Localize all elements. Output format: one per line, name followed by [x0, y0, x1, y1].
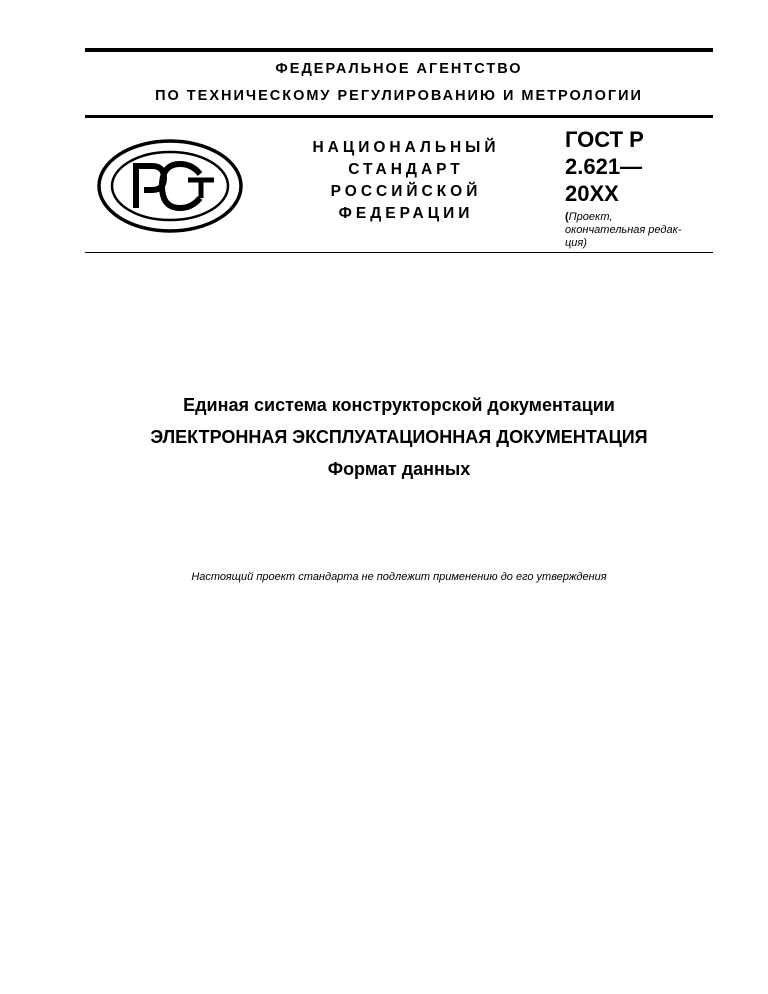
status-line-3: ция): [565, 237, 587, 249]
document-main-title: ЭЛЕКТРОННАЯ ЭКСПЛУАТАЦИОННАЯ ДОКУМЕНТАЦИЯ: [150, 427, 648, 447]
national-line-1: НАЦИОНАЛЬНЫЙ: [312, 139, 500, 156]
rst-certification-logo: [96, 138, 244, 234]
draft-disclaimer: Настоящий проект стандарта не подлежит применению до его утверждения: [191, 571, 607, 583]
header-bottom-rule: [85, 252, 713, 253]
national-line-2: СТАНДАРТ: [348, 161, 464, 178]
document-series-title: Единая система конструкторской документации: [183, 395, 615, 415]
header-rule: [85, 115, 713, 118]
national-line-4: ФЕДЕРАЦИИ: [338, 205, 474, 222]
draft-status: [565, 211, 715, 250]
designation-line-3: 20ХХ: [565, 181, 619, 206]
status-line-2: окончательная редак-: [565, 224, 682, 236]
agency-line-1: ФЕДЕРАЛЬНОЕ АГЕНТСТВО: [275, 61, 523, 77]
top-rule: [85, 48, 713, 52]
national-line-3: РОССИЙСКОЙ: [330, 183, 482, 200]
designation-line-2: 2.621—: [565, 154, 643, 179]
agency-line-2: ПО ТЕХНИЧЕСКОМУ РЕГУЛИРОВАНИЮ И МЕТРОЛОГИИ: [155, 88, 643, 104]
status-bracket: (: [565, 211, 569, 223]
national-standard-label: [300, 137, 512, 225]
standard-designation: [565, 126, 715, 250]
status-line-1: Проект,: [568, 211, 613, 223]
designation-line-1: ГОСТ Р: [565, 127, 644, 152]
document-subtitle: Формат данных: [327, 459, 471, 479]
